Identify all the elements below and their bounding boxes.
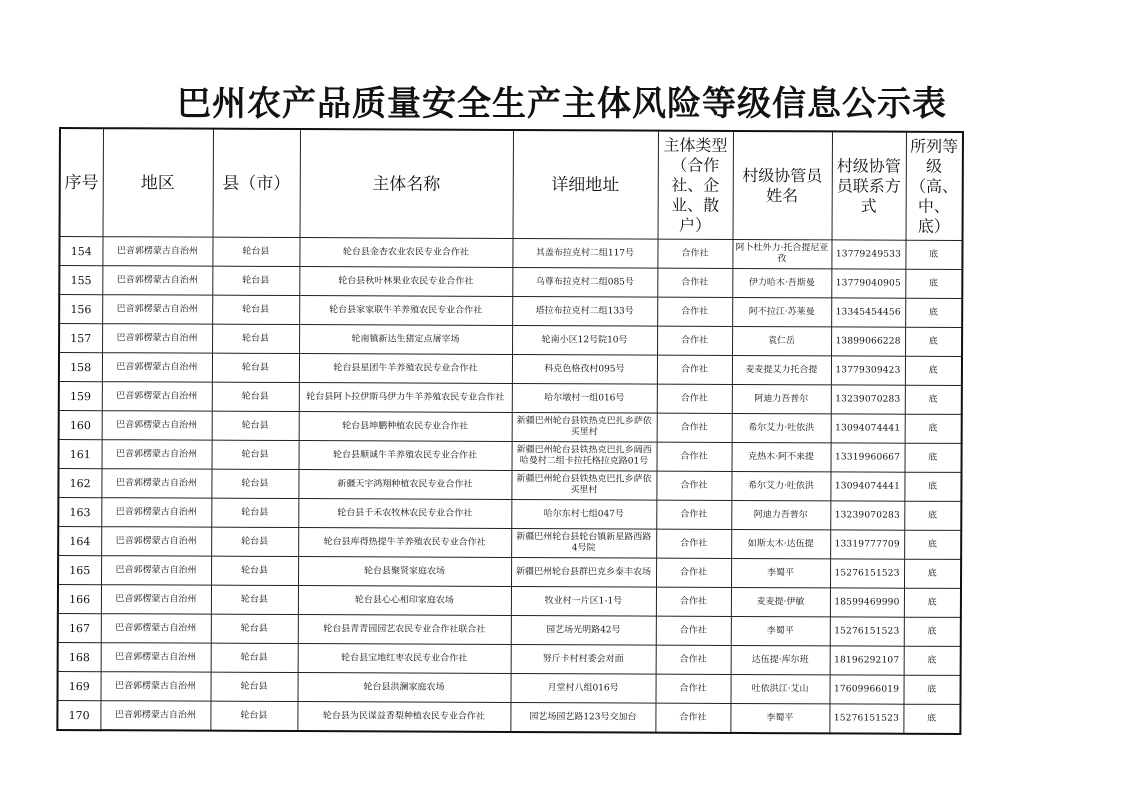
cell-type: 合作社 — [657, 326, 732, 355]
cell-county: 轮台县 — [212, 382, 299, 411]
cell-type: 合作社 — [656, 558, 731, 587]
cell-address: 新疆巴州轮台县群巴克乡泰丰农场 — [511, 557, 656, 587]
table-row — [59, 295, 962, 328]
cell-type: 合作社 — [657, 268, 732, 297]
cell-region: 巴音郭楞蒙古自治州 — [100, 701, 210, 731]
cell-manager: 伊力哈木·吾斯曼 — [732, 268, 831, 297]
table-row — [58, 498, 961, 531]
cell-address: 园艺场园艺路123号交加台 — [510, 702, 655, 732]
cell-level: 底 — [905, 356, 962, 385]
cell-contact: 18196292107 — [830, 646, 904, 675]
cell-county: 轮台县 — [211, 556, 298, 585]
cell-type: 合作社 — [655, 674, 730, 703]
cell-name: 轮台县库得热提牛羊养殖农民专业合作社 — [298, 528, 511, 558]
table-row — [59, 353, 962, 386]
cell-level: 底 — [904, 588, 961, 617]
cell-county: 轮台县 — [211, 498, 298, 527]
cell-manager: 袁仁岳 — [732, 326, 831, 355]
cell-name: 轮台县秋叶林果业农民专业合作社 — [299, 267, 512, 297]
cell-type: 合作社 — [656, 616, 731, 645]
cell-seq: 160 — [59, 411, 102, 440]
cell-name: 轮台县聚贤家庭农场 — [298, 557, 511, 587]
cell-level: 底 — [904, 559, 961, 588]
cell-name: 轮台县为民谋益香梨种植农民专业合作社 — [297, 702, 510, 732]
cell-county: 轮台县 — [211, 527, 298, 556]
cell-seq: 167 — [58, 613, 101, 642]
cell-name: 轮台县千禾农牧林农民专业合作社 — [298, 499, 511, 529]
table-body — [57, 237, 962, 734]
cell-name: 轮台县坤鹏种植农民专业合作社 — [299, 412, 512, 442]
cell-manager: 麦麦提·伊敏 — [731, 587, 830, 616]
cell-seq: 161 — [59, 440, 102, 469]
cell-county: 轮台县 — [212, 440, 299, 469]
cell-region: 巴音郭楞蒙古自治州 — [101, 469, 211, 498]
cell-level: 底 — [903, 704, 960, 734]
cell-level: 底 — [905, 327, 962, 356]
cell-type: 合作社 — [655, 703, 730, 733]
cell-type: 合作社 — [656, 529, 731, 558]
cell-manager: 阿卜杜外力·托合提尼亚孜 — [732, 239, 831, 268]
cell-region: 巴音郭楞蒙古自治州 — [102, 382, 212, 411]
cell-name: 新疆天宇鸿翔种植农民专业合作社 — [298, 470, 511, 500]
cell-contact: 13779040905 — [831, 269, 905, 298]
header-name: 主体名称 — [300, 129, 513, 238]
cell-address: 轮南小区12号院10号 — [512, 325, 657, 355]
cell-county: 轮台县 — [212, 295, 299, 324]
cell-region: 巴音郭楞蒙古自治州 — [102, 353, 212, 382]
cell-type: 合作社 — [656, 471, 731, 500]
cell-manager: 吐依洪江·艾山 — [730, 674, 829, 703]
cell-contact: 13899066228 — [831, 327, 905, 356]
cell-manager: 李蜀平 — [731, 616, 830, 645]
cell-address: 哈尔东村七组047号 — [511, 499, 656, 529]
cell-level: 底 — [904, 646, 961, 675]
cell-region: 巴音郭楞蒙古自治州 — [102, 237, 212, 266]
page-title: 巴州农产品质量安全生产主体风险等级信息公示表 — [177, 84, 947, 124]
cell-contact: 13779309423 — [831, 356, 905, 385]
cell-county: 轮台县 — [210, 672, 297, 701]
cell-manager: 希尔艾力·吐依洪 — [731, 471, 830, 500]
cell-contact: 13239070283 — [831, 385, 905, 414]
cell-region: 巴音郭楞蒙古自治州 — [102, 324, 212, 353]
cell-level: 底 — [904, 472, 961, 501]
header-contact: 村级协管员联系方式 — [832, 131, 906, 240]
cell-manager: 李蜀平 — [730, 703, 829, 733]
cell-address: 牧业村一片区1-1号 — [511, 586, 656, 616]
cell-seq: 162 — [58, 469, 101, 498]
cell-seq: 159 — [59, 382, 102, 411]
cell-manager: 如斯太木·达伍提 — [731, 529, 830, 558]
cell-seq: 157 — [59, 324, 102, 353]
header-county: 县（市） — [213, 129, 300, 238]
cell-seq: 158 — [59, 353, 102, 382]
cell-address: 新疆巴州轮台县铁热克巴扎乡萨依买里村 — [512, 412, 657, 442]
cell-level: 底 — [905, 298, 962, 327]
cell-manager: 李蜀平 — [731, 558, 830, 587]
cell-name: 轮台县心心相印家庭农场 — [298, 586, 511, 616]
cell-name: 轮台县青青园园艺农民专业合作社联合社 — [298, 615, 511, 645]
table-row — [59, 440, 962, 473]
cell-county: 轮台县 — [212, 237, 299, 266]
cell-address: 其盖布拉克村二组117号 — [512, 238, 657, 268]
cell-address: 乌尊布拉克村二组085号 — [512, 267, 657, 297]
cell-region: 巴音郭楞蒙古自治州 — [101, 643, 211, 672]
cell-name: 轮台县星团牛羊养殖农民专业合作社 — [299, 354, 512, 384]
cell-contact: 13319777709 — [830, 530, 904, 559]
header-address: 详细地址 — [513, 130, 658, 239]
cell-address: 塔拉布拉克村二组133号 — [512, 296, 657, 326]
cell-region: 巴音郭楞蒙古自治州 — [101, 614, 211, 643]
header-region: 地区 — [103, 128, 213, 237]
cell-name: 轮南镇新达生猪定点屠宰场 — [299, 325, 512, 355]
cell-seq: 170 — [57, 700, 100, 730]
cell-name: 轮台县洪澜家庭农场 — [297, 673, 510, 703]
table-row — [58, 469, 961, 502]
cell-contact: 13345454456 — [831, 298, 905, 327]
cell-seq: 154 — [59, 237, 102, 266]
cell-seq: 156 — [59, 295, 102, 324]
cell-region: 巴音郭楞蒙古自治州 — [101, 585, 211, 614]
cell-level: 底 — [905, 269, 962, 298]
table-row — [58, 613, 961, 646]
cell-county: 轮台县 — [211, 585, 298, 614]
cell-address: 园艺场光明路42号 — [511, 615, 656, 645]
table-row — [59, 411, 962, 444]
cell-type: 合作社 — [657, 413, 732, 442]
cell-manager: 阿迪力吾普尔 — [731, 500, 830, 529]
cell-contact: 15276151523 — [830, 617, 904, 646]
cell-seq: 169 — [57, 671, 100, 700]
header-type: 主体类型（合作社、企业、散户） — [658, 131, 733, 240]
cell-level: 底 — [905, 443, 962, 472]
cell-contact: 15276151523 — [830, 559, 904, 588]
cell-address: 努斤卡村村委会对面 — [511, 644, 656, 674]
cell-type: 合作社 — [657, 442, 732, 471]
cell-county: 轮台县 — [212, 411, 299, 440]
table-row — [57, 671, 960, 704]
cell-county: 轮台县 — [212, 353, 299, 382]
cell-address: 哈尔墩村一组016号 — [512, 383, 657, 413]
cell-manager: 阿迪力吾普尔 — [732, 384, 831, 413]
cell-manager: 达伍提·库尔班 — [731, 645, 830, 674]
table-row — [58, 642, 961, 675]
cell-level: 底 — [904, 530, 961, 559]
cell-seq: 163 — [58, 498, 101, 527]
cell-county: 轮台县 — [212, 266, 299, 295]
table-row — [58, 585, 961, 618]
cell-type: 合作社 — [657, 297, 732, 326]
table-row — [59, 324, 962, 357]
table-row — [59, 237, 962, 270]
table-row — [57, 700, 960, 733]
table-row — [58, 527, 961, 560]
table-row — [59, 266, 962, 299]
cell-level: 底 — [904, 501, 961, 530]
risk-level-table — [56, 127, 964, 735]
table-row — [58, 556, 961, 589]
cell-name: 轮台县宝地红枣农民专业合作社 — [298, 644, 511, 674]
cell-contact: 18599469990 — [830, 588, 904, 617]
cell-county: 轮台县 — [211, 469, 298, 498]
cell-name: 轮台县金杏农业农民专业合作社 — [299, 238, 512, 268]
cell-county: 轮台县 — [211, 643, 298, 672]
cell-manager: 希尔艾力·吐依洪 — [732, 413, 831, 442]
cell-region: 巴音郭楞蒙古自治州 — [100, 672, 210, 701]
cell-type: 合作社 — [657, 384, 732, 413]
cell-seq: 155 — [59, 266, 102, 295]
cell-region: 巴音郭楞蒙古自治州 — [101, 556, 211, 585]
cell-level: 底 — [905, 240, 962, 269]
cell-seq: 168 — [58, 642, 101, 671]
cell-type: 合作社 — [656, 500, 731, 529]
header-level: 所列等级（高、中、底） — [906, 132, 963, 241]
cell-name: 轮台县顺诚牛羊养殖农民专业合作社 — [299, 441, 512, 471]
header-seq: 序号 — [60, 128, 103, 237]
cell-contact: 13094074441 — [830, 472, 904, 501]
header-manager: 村级协管员姓名 — [733, 131, 832, 240]
cell-name: 轮台县家家联牛羊养殖农民专业合作社 — [299, 296, 512, 326]
cell-county: 轮台县 — [212, 324, 299, 353]
cell-contact: 13094074441 — [831, 414, 905, 443]
cell-seq: 164 — [58, 527, 101, 556]
cell-manager: 克热木·阿不来提 — [732, 442, 831, 471]
cell-seq: 165 — [58, 556, 101, 585]
cell-address: 科克色格孜村095号 — [512, 354, 657, 384]
cell-type: 合作社 — [657, 355, 732, 384]
cell-address: 新疆巴州轮台县铁热克巴扎乡阔西哈曼村二组卡拉托格拉克路01号 — [512, 441, 657, 471]
cell-level: 底 — [904, 617, 961, 646]
header-row — [60, 128, 963, 240]
cell-contact: 17609966019 — [829, 675, 903, 704]
cell-contact: 13779249533 — [831, 240, 905, 269]
cell-county: 轮台县 — [211, 614, 298, 643]
cell-manager: 阿不拉江·苏莱曼 — [732, 297, 831, 326]
cell-region: 巴音郭楞蒙古自治州 — [102, 440, 212, 469]
cell-address: 月堂村八组016号 — [510, 673, 655, 703]
cell-level: 底 — [905, 385, 962, 414]
cell-county: 轮台县 — [210, 701, 297, 731]
cell-contact: 13239070283 — [830, 501, 904, 530]
cell-type: 合作社 — [657, 239, 732, 268]
cell-region: 巴音郭楞蒙古自治州 — [101, 527, 211, 556]
cell-manager: 麦麦提艾力托合提 — [732, 355, 831, 384]
cell-address: 新疆巴州轮台县轮台镇新星路西路4号院 — [511, 528, 656, 558]
table-row — [59, 382, 962, 415]
cell-type: 合作社 — [656, 645, 731, 674]
cell-region: 巴音郭楞蒙古自治州 — [102, 295, 212, 324]
cell-contact: 13319960667 — [831, 443, 905, 472]
cell-seq: 166 — [58, 585, 101, 614]
cell-region: 巴音郭楞蒙古自治州 — [101, 498, 211, 527]
cell-level: 底 — [903, 675, 960, 704]
cell-contact: 15276151523 — [829, 704, 903, 734]
cell-name: 轮台县阿卜拉伊斯马伊力牛羊养殖农民专业合作社 — [299, 383, 512, 413]
cell-type: 合作社 — [656, 587, 731, 616]
cell-level: 底 — [905, 414, 962, 443]
cell-region: 巴音郭楞蒙古自治州 — [102, 411, 212, 440]
cell-address: 新疆巴州轮台县铁热克巴扎乡萨依买里村 — [511, 470, 656, 500]
cell-region: 巴音郭楞蒙古自治州 — [102, 266, 212, 295]
